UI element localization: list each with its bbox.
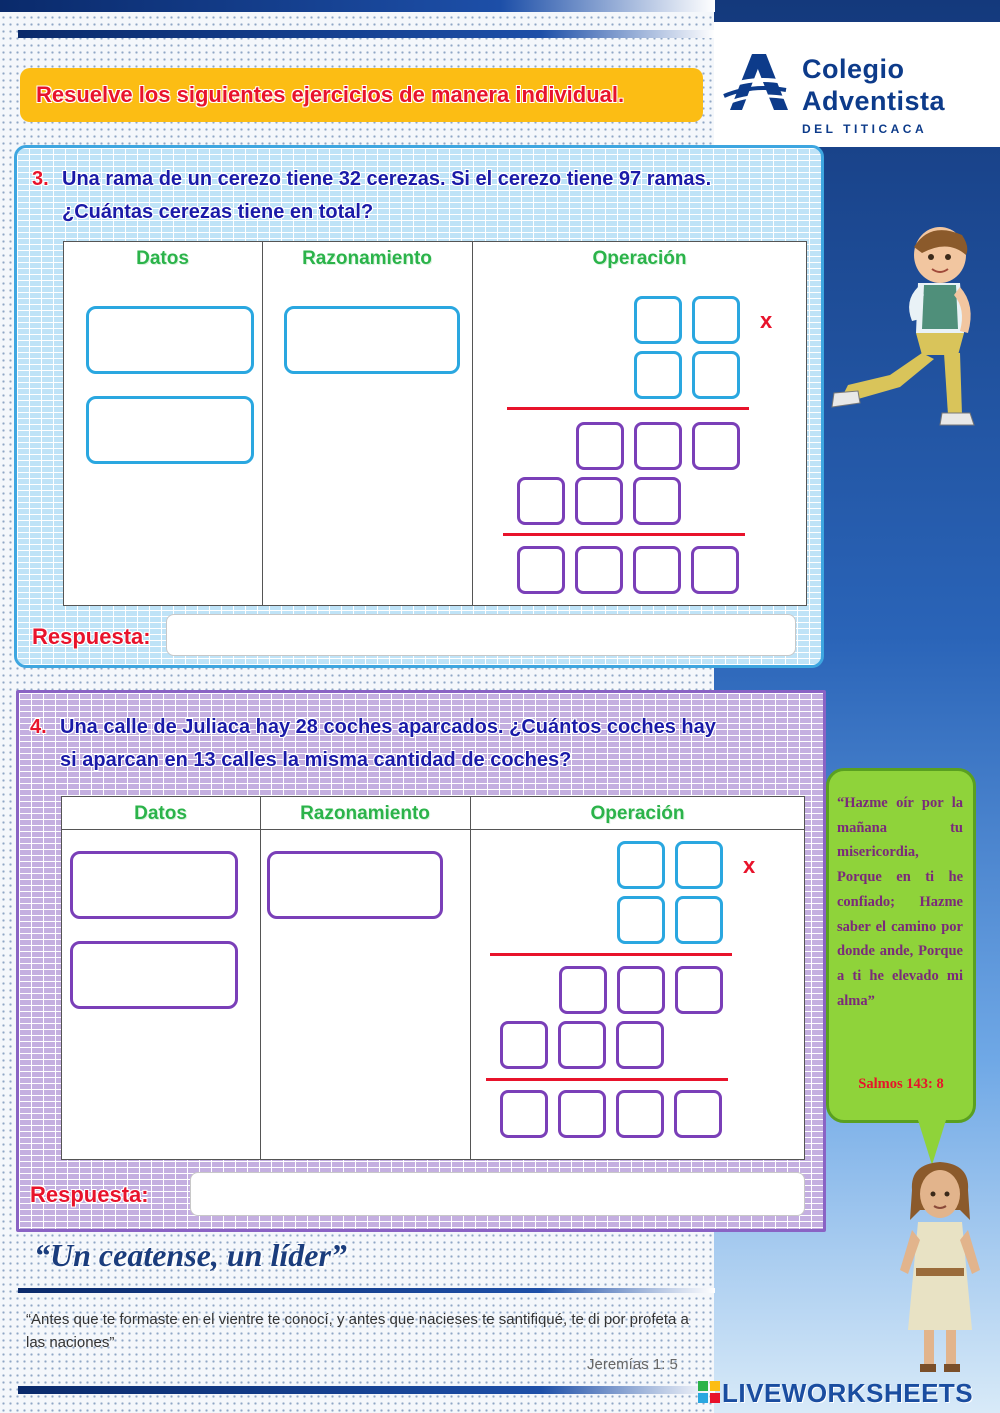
partial-2-digit-3[interactable] (633, 477, 681, 525)
partial-2-digit-1[interactable] (517, 477, 565, 525)
multiplier-digit-1[interactable] (634, 351, 682, 399)
partial-2-digit-2[interactable] (558, 1021, 606, 1069)
partial-2-digit-2[interactable] (575, 477, 623, 525)
result-digit-3[interactable] (616, 1090, 664, 1138)
datos-input-2[interactable] (86, 396, 254, 464)
psalm-quote: “Hazme oír por la mañana tu misericordia, Porque en ti he confiado; Hazme saber el camino por donde ande, Porque a ti he elevado mi alma” (837, 795, 963, 1009)
psalm-speech-bubble (826, 768, 976, 1123)
operation-line (486, 1078, 728, 1081)
result-digit-4[interactable] (691, 546, 739, 594)
datos-header: Datos (134, 803, 187, 824)
razonamiento-header: Razonamiento (302, 248, 432, 269)
result-digit-3[interactable] (633, 546, 681, 594)
instruction-banner (20, 68, 703, 122)
partial-1-digit-2[interactable] (617, 966, 665, 1014)
exercise-4-answer-input[interactable] (190, 1172, 805, 1216)
partial-1-digit-1[interactable] (576, 422, 624, 470)
result-digit-2[interactable] (575, 546, 623, 594)
column-divider (472, 241, 473, 606)
exercise-4-answer-label: Respuesta: (30, 1182, 149, 1207)
column-divider (260, 796, 261, 1160)
multiplicand-digit-2[interactable] (675, 841, 723, 889)
partial-1-digit-1[interactable] (559, 966, 607, 1014)
bottom-stripe (18, 1386, 715, 1394)
boy-character-illustration (830, 225, 980, 440)
result-digit-1[interactable] (517, 546, 565, 594)
top-stripe (0, 0, 715, 12)
datos-input-1[interactable] (70, 851, 238, 919)
multiplicand-digit-1[interactable] (617, 841, 665, 889)
operacion-header: Operación (592, 248, 687, 269)
liveworksheets-brand: LIVEWORKSHEETS (722, 1378, 974, 1408)
operation-line (503, 533, 745, 536)
partial-2-digit-1[interactable] (500, 1021, 548, 1069)
logo-line-3: DEL TITICACA (802, 122, 928, 136)
bible-verse-reference: Jeremías 1: 5 (587, 1356, 678, 1373)
logo-line-1: Colegio (802, 54, 905, 84)
multiply-sign: x (760, 308, 773, 333)
psalm-reference: Salmos 143: 8 (858, 1076, 944, 1092)
result-digit-4[interactable] (674, 1090, 722, 1138)
liveworksheets-logo-icon (698, 1381, 720, 1403)
partial-1-digit-3[interactable] (675, 966, 723, 1014)
logo-a-icon (722, 52, 792, 112)
exercise-4-question-line-1 (60, 711, 716, 744)
partial-2-digit-3[interactable] (616, 1021, 664, 1069)
result-digit-1[interactable] (500, 1090, 548, 1138)
operation-line (507, 407, 749, 410)
multiplier-digit-1[interactable] (617, 896, 665, 944)
multiplier-digit-2[interactable] (675, 896, 723, 944)
multiplicand-digit-1[interactable] (634, 296, 682, 344)
result-digit-2[interactable] (558, 1090, 606, 1138)
bible-verse: “Antes que te formaste en el vientre te conocí, y antes que nacieses te santifiqué, te di por profeta a las naciones” (26, 1311, 689, 1351)
school-motto: “Un ceatense, un líder” (34, 1237, 347, 1273)
exercise-3-number: 3. (32, 168, 49, 190)
razonamiento-header: Razonamiento (300, 803, 430, 824)
exercise-3-answer-label: Respuesta: (32, 624, 151, 649)
header-divider (61, 829, 805, 830)
speech-bubble-tail (918, 1120, 946, 1165)
footer-stripe (18, 1288, 715, 1293)
column-divider (470, 796, 471, 1160)
operation-line (490, 953, 732, 956)
datos-input-2[interactable] (70, 941, 238, 1009)
logo-line-2: Adventista (802, 86, 946, 116)
column-divider (262, 241, 263, 606)
partial-1-digit-2[interactable] (634, 422, 682, 470)
datos-header: Datos (136, 248, 189, 269)
razonamiento-input[interactable] (284, 306, 460, 374)
exercise-4-number: 4. (30, 716, 47, 738)
partial-1-digit-3[interactable] (692, 422, 740, 470)
datos-input-1[interactable] (86, 306, 254, 374)
exercise-3-question-line-1: Una rama de un cerezo tiene 32 cerezas. Si el cerezo tiene 97 ramas. (62, 168, 712, 190)
multiplier-digit-2[interactable] (692, 351, 740, 399)
multiply-sign: x (743, 853, 756, 878)
exercise-4-question-line-2: si aparcan en 13 calles la misma cantidad de coches? (60, 749, 572, 771)
exercise-3-answer-input[interactable] (166, 614, 796, 656)
biblical-character-illustration (890, 1160, 990, 1380)
instruction-text: Resuelve los siguientes ejercicios de manera individual. (36, 82, 625, 107)
operacion-header: Operación (590, 803, 685, 824)
multiplicand-digit-2[interactable] (692, 296, 740, 344)
top-stripe-secondary (18, 30, 715, 38)
exercise-3-question-line-2: ¿Cuántas cerezas tiene en total? (62, 201, 374, 223)
exercise-4-question-part-a: Una calle de Juliaca hay 28 coches aparcados. (60, 716, 504, 738)
exercise-4-question-part-b: ¿Cuántos coches hay (509, 716, 716, 738)
razonamiento-input[interactable] (267, 851, 443, 919)
